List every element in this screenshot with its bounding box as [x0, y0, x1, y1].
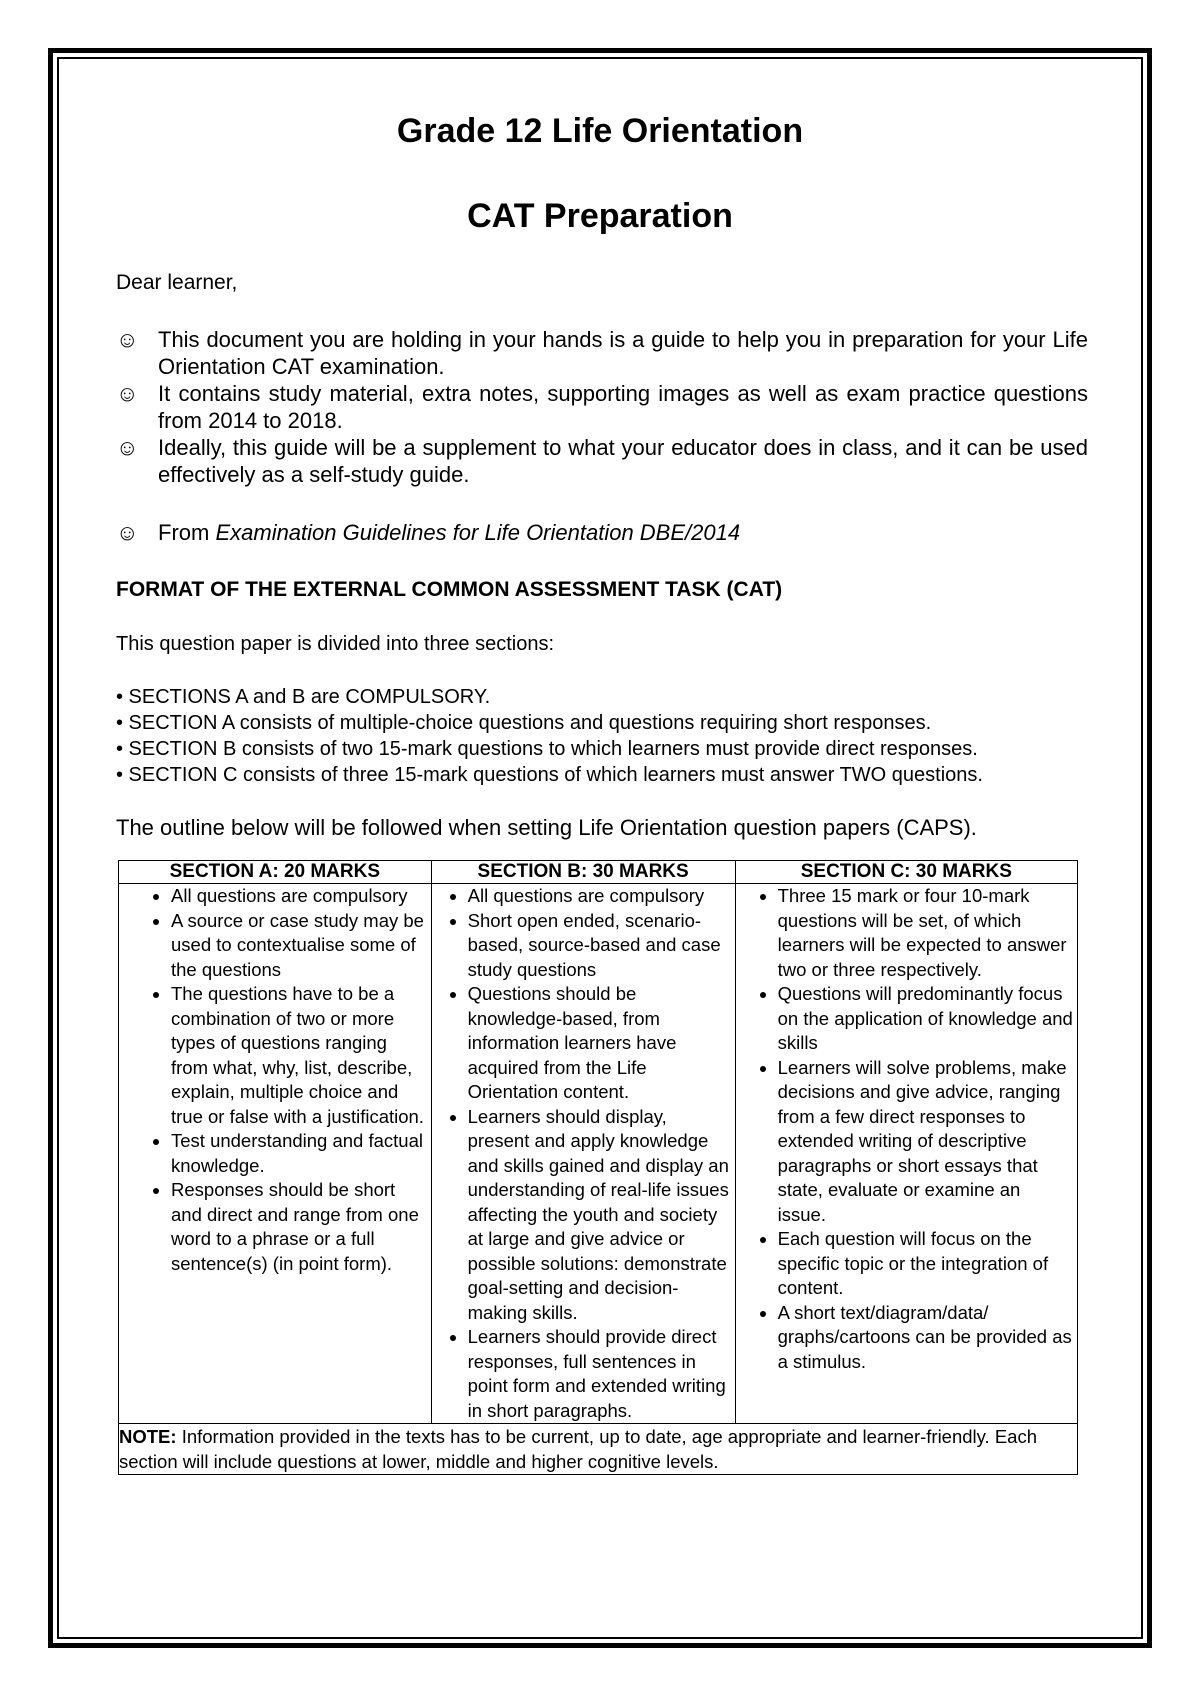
list-item: • Questions should be knowledge-based, from information learners have acquired from the Life Orientation content.: [468, 982, 731, 1105]
document-subtitle: CAT Preparation: [467, 197, 733, 235]
list-item: • The questions have to be a combination of two or more types of questions ranging from what, why, list, describe, explain, multiple choice and true or false with a justification.: [171, 982, 427, 1129]
source-line: [116, 520, 740, 546]
list-item: • Learners should display, present and apply knowledge and skills gained and display an understanding of real-life issues affecting the youth and society at large and give advice or possible solutions: demonstrate goal-setting and decision-making skills.: [468, 1105, 731, 1326]
intro-item-text: This document you are holding in your hands is a guide to help you in preparation for your Life Orientation CAT examination.: [158, 327, 1088, 379]
note-cell: [119, 1424, 1078, 1475]
list-item: • Short open ended, scenario-based, source-based and case study questions: [468, 909, 731, 983]
list-item: • SECTION B consists of two 15-mark questions to which learners must provide direct responses.: [116, 738, 978, 760]
section-b-cell: [431, 884, 735, 1424]
intro-item: [116, 326, 1088, 380]
intro-item-text: Ideally, this guide will be a supplement to what your educator does in class, and it can be used effectively as a self-study guide.: [158, 435, 1088, 487]
sections-table: [118, 860, 1078, 1475]
source-title: Examination Guidelines for Life Orientation DBE/2014: [215, 520, 741, 545]
note-row: [119, 1424, 1078, 1475]
list-item: • Test understanding and factual knowledge.: [171, 1129, 427, 1178]
list-item: • SECTION C consists of three 15-mark questions of which learners must answer TWO questions.: [116, 764, 983, 786]
format-heading: FORMAT OF THE EXTERNAL COMMON ASSESSMENT TASK (CAT): [116, 578, 783, 601]
source-prefix: From: [158, 520, 210, 545]
list-item: • SECTION A consists of multiple-choice questions and questions requiring short responses.: [116, 712, 932, 734]
list-item: • All questions are compulsory: [468, 884, 731, 909]
greeting: Dear learner,: [116, 271, 238, 294]
list-item: • SECTIONS A and B are COMPULSORY.: [116, 686, 491, 708]
outline-text: The outline below will be followed when setting Life Orientation question papers (CAPS).: [116, 815, 977, 840]
section-c-header: SECTION C: 30 MARKS: [735, 861, 1077, 884]
intro-item: [116, 380, 1088, 434]
smiley-icon: ☺: [116, 381, 139, 406]
list-item: • Each question will focus on the specific topic or the integration of content.: [778, 1227, 1073, 1301]
section-b-header: SECTION B: 30 MARKS: [431, 861, 735, 884]
table-header-row: [119, 861, 1078, 884]
section-a-cell: [119, 884, 432, 1424]
format-bullets: [116, 684, 983, 788]
list-item: • Learners should provide direct responses, full sentences in point form and extended writing in short paragraphs.: [468, 1325, 731, 1423]
intro-list: [116, 326, 1088, 488]
divided-text: This question paper is divided into three sections:: [116, 633, 555, 655]
document-title: Grade 12 Life Orientation: [396, 112, 804, 150]
list-item: • Questions will predominantly focus on the application of knowledge and skills: [778, 982, 1073, 1056]
list-item: • A source or case study may be used to contextualise some of the questions: [171, 909, 427, 983]
section-c-cell: [735, 884, 1077, 1424]
list-item: • Three 15 mark or four 10-mark questions will be set, of which learners will be expected to answer two or three respectively.: [778, 884, 1073, 982]
list-item: • All questions are compulsory: [171, 884, 427, 909]
table-row: [119, 884, 1078, 1424]
list-item: • Learners will solve problems, make decisions and give advice, ranging from a few direct responses to extended writing of descriptive paragraphs or short essays that state, evaluate or examine an issue.: [778, 1056, 1073, 1228]
note-label: NOTE:: [119, 1426, 177, 1447]
smiley-icon: ☺: [116, 520, 139, 545]
intro-item-text: It contains study material, extra notes, supporting images as well as exam practice questions from 2014 to 2018.: [158, 381, 1088, 433]
list-item: • A short text/diagram/data/ graphs/cartoons can be provided as a stimulus.: [778, 1301, 1073, 1375]
section-a-header: SECTION A: 20 MARKS: [119, 861, 432, 884]
smiley-icon: ☺: [116, 327, 139, 352]
intro-item: [116, 434, 1088, 488]
list-item: • Responses should be short and direct and range from one word to a phrase or a full sentence(s) (in point form).: [171, 1178, 427, 1276]
note-text: Information provided in the texts has to be current, up to date, age appropriate and learner-friendly. Each section will include questions at lower, middle and higher cognitive levels.: [119, 1426, 1037, 1472]
smiley-icon: ☺: [116, 435, 139, 460]
